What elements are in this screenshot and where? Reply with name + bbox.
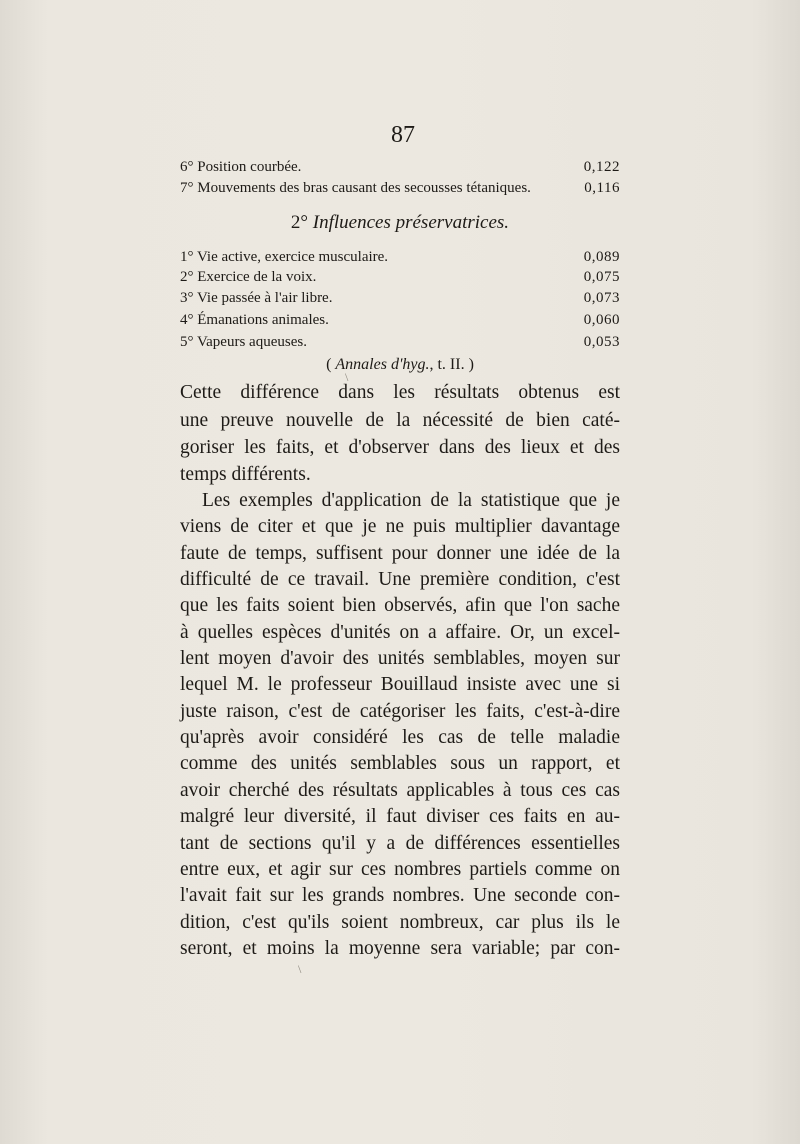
row-value: 0,073 — [583, 290, 620, 306]
body-line: l'avait fait sur les grands nombres. Une seconde con- — [180, 885, 620, 906]
table-row — [180, 287, 620, 309]
citation-source: Annales d'hyg. — [335, 356, 430, 373]
table-row — [180, 331, 620, 353]
body-line: viens de citer et que je ne puis multiplier davantage — [180, 516, 620, 537]
row-value: 0,075 — [583, 269, 620, 285]
body-line: malgré leur diversité, il faut diviser ces faits en au- — [180, 806, 620, 827]
citation-rest: , t. II. — [429, 356, 465, 373]
body-line: lequel M. le professeur Bouillaud insiste avec une si — [180, 674, 620, 695]
body-line: faute de temps, suffisent pour donner une idée de la — [180, 543, 620, 564]
table-row — [180, 156, 620, 178]
table-row — [180, 246, 620, 268]
body-line: Cette différence dans les résultats obtenus est — [180, 382, 620, 403]
body-line: lent moyen d'avoir des unités semblables, moyen sur — [180, 648, 620, 669]
row-value: 0,089 — [583, 249, 620, 265]
print-mark: \ — [298, 962, 302, 976]
citation-open: ( — [326, 356, 332, 373]
citation-close: ) — [468, 356, 474, 373]
row-label: 1° Vie active, exercice musculaire. — [180, 249, 389, 265]
body-line: tant de sections qu'il y a de différences essentielles — [180, 833, 620, 854]
row-label: 7° Mouvements des bras causant des secousses tétaniques. — [180, 180, 531, 196]
table-row — [180, 177, 620, 199]
body-line: seront, et moins la moyenne sera variable; par con- — [180, 938, 620, 959]
table-row — [180, 266, 620, 288]
row-value: 0,116 — [584, 180, 620, 196]
table-row — [180, 309, 620, 331]
row-label: 6° Position courbée. — [180, 159, 302, 175]
body-line: entre eux, et agir sur ces nombres partiels comme on — [180, 859, 620, 880]
citation — [180, 354, 620, 376]
body-line: à quelles espèces d'unités on a affaire. Or, un excel- — [180, 622, 620, 643]
section-number: 2° — [290, 212, 309, 233]
body-line: goriser les faits, et d'observer dans des lieux et des — [180, 437, 620, 458]
page-number: 87 — [391, 122, 415, 148]
body-line: dition, c'est qu'ils soient nombreux, car plus ils le — [180, 912, 620, 933]
section-heading — [180, 210, 620, 236]
row-label: 5° Vapeurs aqueuses. — [180, 334, 307, 350]
row-value: 0,122 — [583, 159, 620, 175]
body-line: temps différents. — [180, 464, 311, 485]
section-title: Influences préservatrices. — [312, 212, 510, 233]
body-line: une preuve nouvelle de la nécessité de bien caté- — [180, 410, 620, 431]
body-line: difficulté de ce travail. Une première condition, c'est — [180, 569, 620, 590]
row-value: 0,060 — [583, 312, 620, 328]
body-line: Les exemples d'application de la statistique que je — [202, 490, 620, 511]
body-line: comme des unités semblables sous un rapport, et — [180, 753, 620, 774]
row-label: 2° Exercice de la voix. — [180, 269, 317, 285]
body-line: qu'après avoir considéré les cas de telle maladie — [180, 727, 620, 748]
print-mark: \ — [345, 370, 349, 384]
row-label: 4° Émanations animales. — [180, 312, 329, 328]
row-label: 3° Vie passée à l'air libre. — [180, 290, 333, 306]
body-line: juste raison, c'est de catégoriser les faits, c'est-à-dire — [180, 701, 620, 722]
row-value: 0,053 — [583, 334, 620, 350]
body-line: que les faits soient bien observés, afin que l'on sache — [180, 595, 620, 616]
body-line: avoir cherché des résultats applicables à tous ces cas — [180, 780, 620, 801]
